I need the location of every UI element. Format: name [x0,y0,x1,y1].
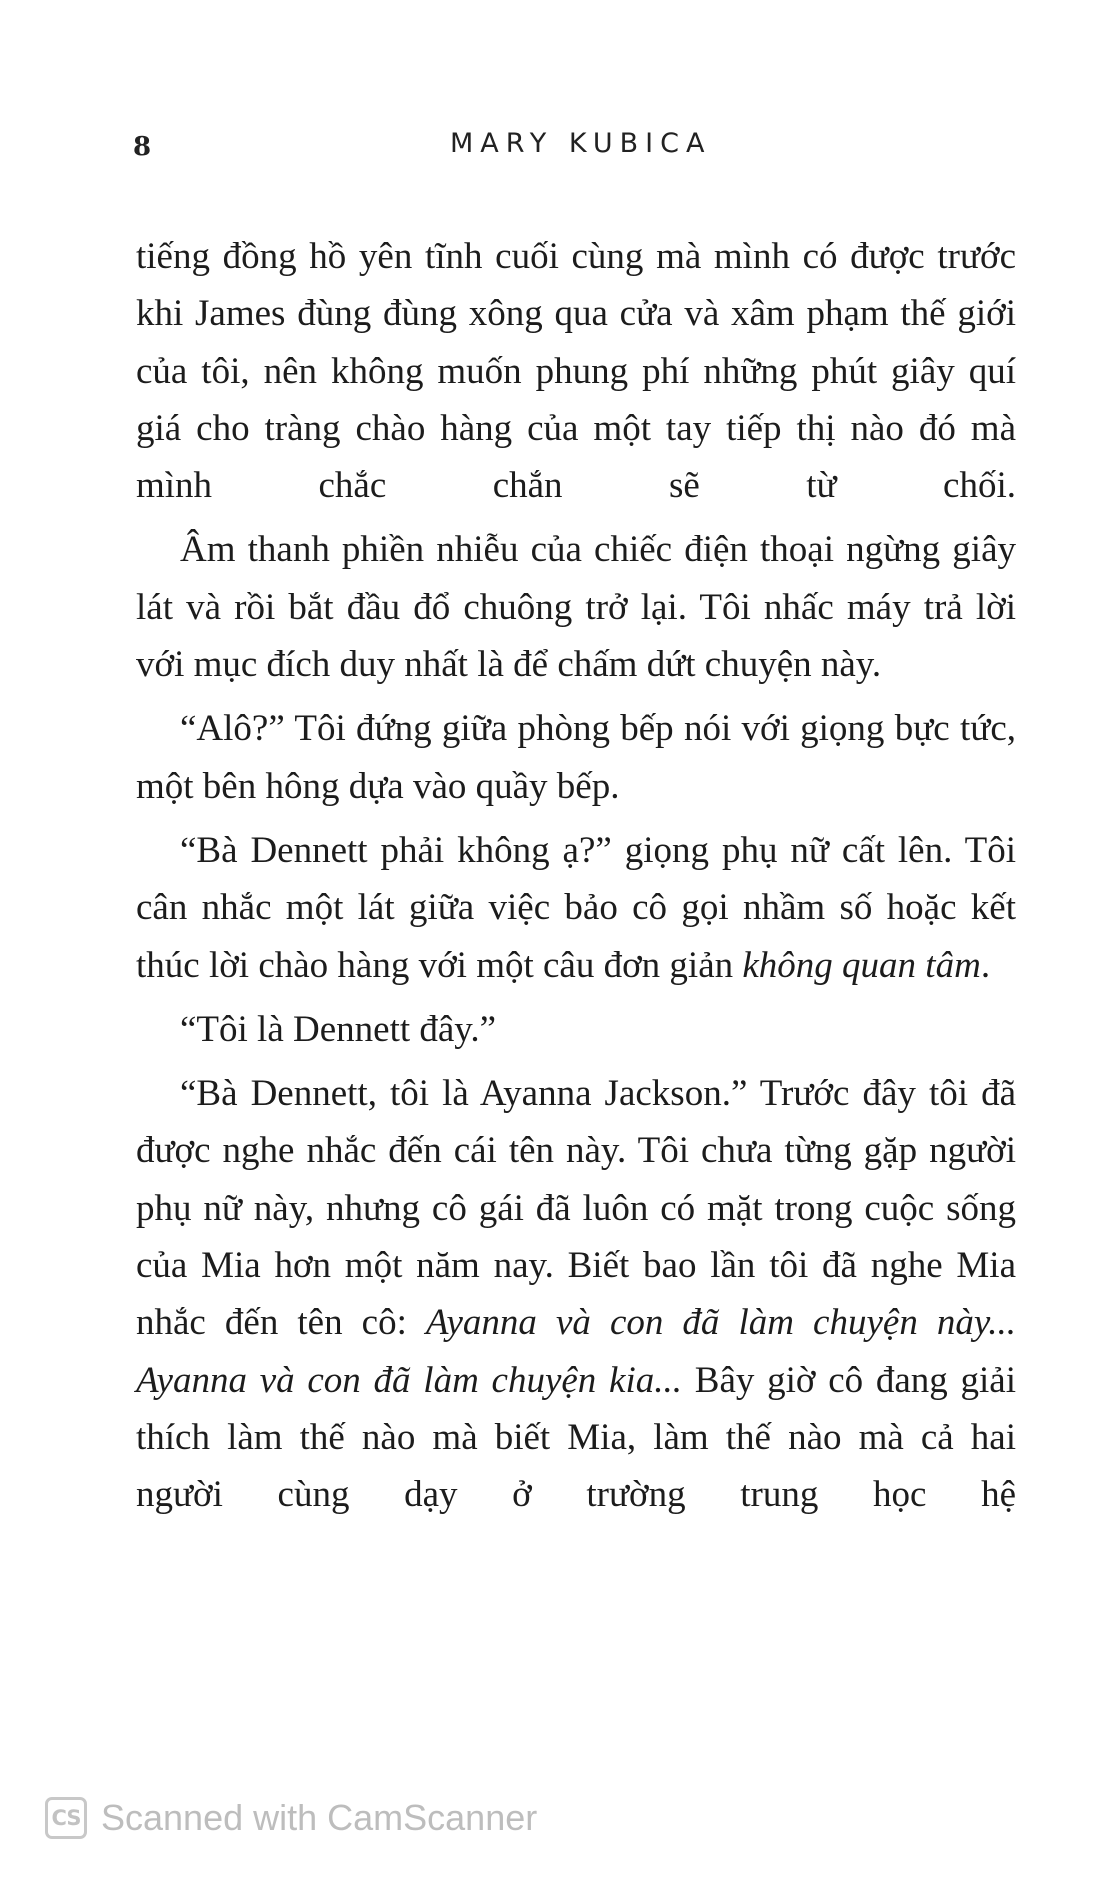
italic-phrase: không quan tâm [742,944,981,986]
punctuation: . [980,944,991,986]
paragraph-text: “Bà Dennett phải không ạ?” giọng phụ nữ cất lên. Tôi cân nhắc một lát giữa việc bảo cô gọi nhầm số hoặc kết thúc lời chào hàng với một câu đơn giản [136,829,1016,986]
paragraph: tiếng đồng hồ yên tĩnh cuối cùng mà mình có được trước khi James đùng đùng xông qua cửa và xâm phạm thế giới của tôi, nên không muốn phung phí những phút giây quí giá cho tràng chào hàng của một tay tiếp thị nào đó mà mình chắc chắn sẽ từ chối. [136,236,1016,507]
paragraph: “Tôi là Dennett đây.” [180,1008,497,1050]
camscanner-logo-icon: CS [45,1797,87,1839]
scanner-watermark [45,1797,537,1839]
page-number: 8 [133,132,152,162]
paragraph [136,822,1016,994]
paragraph: Âm thanh phiền nhiễu của chiếc điện thoại ngừng giây lát và rồi bắt đầu đổ chuông trở lại. Tôi nhấc máy trả lời với mục đích duy nhất là để chấm dứt chuyện này. [136,529,1016,686]
watermark-text: Scanned with CamScanner [101,1797,538,1838]
paragraph-text: “Bà Dennett, tôi là Ayanna Jackson.” Trước đây tôi đã được nghe nhắc đến cái tên này. Tôi chưa từng gặp người phụ nữ này, nhưng cô gái đã luôn có mặt trong cuộc sống của Mia hơn một năm nay. Biết bao lần tôi đã nghe Mia nhắc đến tên cô: [136,1073,1016,1344]
paragraph: “Alô?” Tôi đứng giữa phòng bếp nói với giọng bực tức, một bên hông dựa vào quầy bếp. [136,708,1016,807]
paragraph-text: Bây giờ cô đang giải thích làm thế nào mà biết Mia, làm thế nào mà cả hai người cùng dạy ở trường trung học hệ [136,1359,1017,1516]
paragraph [136,1065,1016,1523]
running-head-author: MARY KUBICA [450,128,712,159]
italic-phrase: Ayanna và con đã làm chuyện này... Ayanna và con đã làm chuyện kia... [136,1302,1017,1401]
body-text [136,228,1016,1531]
